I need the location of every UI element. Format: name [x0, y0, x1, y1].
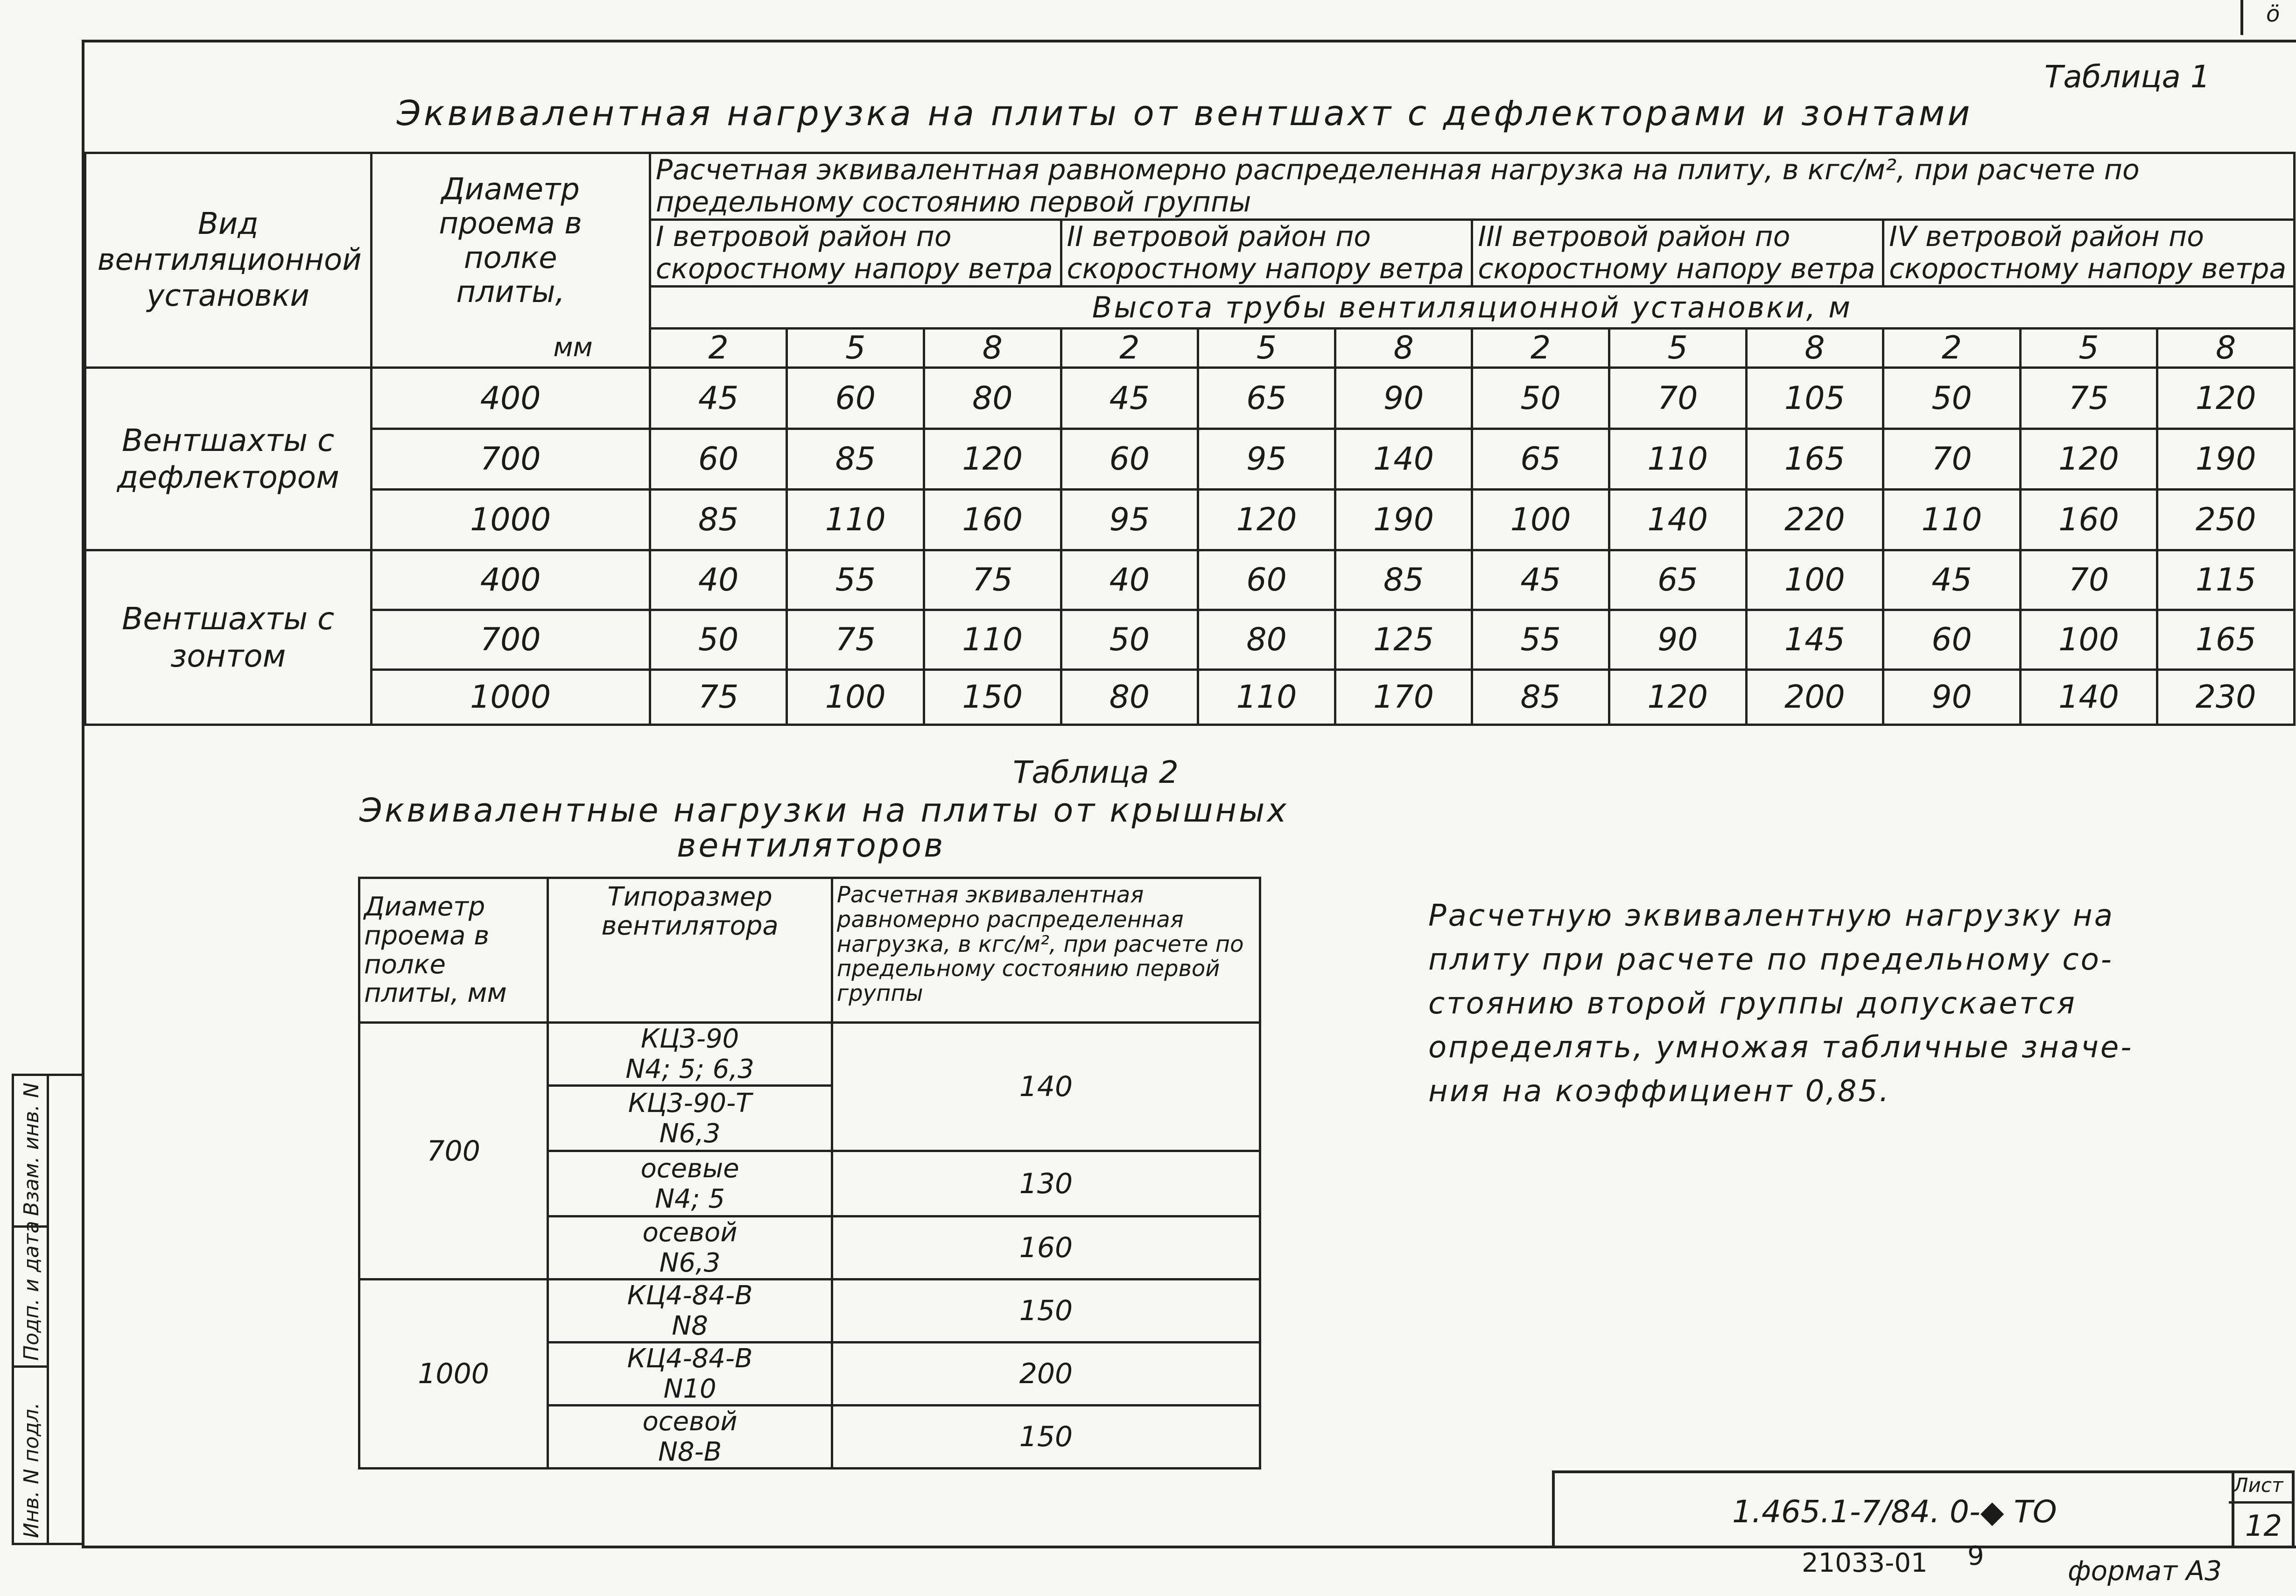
height-cell: 8: [2157, 329, 2295, 368]
wind-region-2: II ветровой район по скоростному напору ветра: [1061, 220, 1472, 287]
format-label: формат А3: [2068, 1555, 2222, 1587]
heights-row: [85, 329, 2295, 368]
value-cell: 55: [787, 550, 924, 610]
note-line: ния на коэффициент 0,85.: [1428, 1074, 1891, 1109]
note-line: плиту при расчете по предельному со-: [1428, 942, 2113, 977]
height-header: Высота трубы вентиляционной установки, м: [650, 287, 2294, 329]
height-cell: 2: [1061, 329, 1198, 368]
value-cell: 85: [1335, 550, 1472, 610]
value-cell: 120: [1198, 490, 1335, 550]
value-cell: 120: [2020, 429, 2157, 490]
value-cell: 120: [2157, 368, 2295, 429]
note-line: стоянию второй группы допускается: [1428, 986, 2077, 1021]
height-cell: 2: [1883, 329, 2021, 368]
load-header: Расчетная эквивалентная равномерно распределенная нагрузка на плиту, в кгс/м², при расчете по предельному состоянию первой группы: [650, 153, 2294, 220]
value-cell: 115: [2157, 550, 2295, 610]
t2-load-cell: 200: [832, 1343, 1260, 1406]
t2-diameter-cell: 1000: [359, 1280, 548, 1469]
t2-load-cell: 140: [832, 1023, 1260, 1151]
value-cell: 60: [1061, 429, 1198, 490]
value-cell: 50: [1472, 368, 1609, 429]
value-cell: 100: [2020, 610, 2157, 670]
height-cell: 5: [787, 329, 924, 368]
value-cell: 140: [2020, 670, 2157, 725]
sheet-divider: [2229, 1501, 2292, 1504]
value-cell: 85: [787, 429, 924, 490]
diameter-cell: 400: [371, 368, 650, 429]
t2-diameter-cell: 700: [359, 1023, 548, 1280]
height-cell: 5: [1198, 329, 1335, 368]
value-cell: 140: [1609, 490, 1746, 550]
table-row: [85, 368, 2295, 429]
value-cell: 120: [924, 429, 1061, 490]
value-cell: 125: [1335, 610, 1472, 670]
sheet-number: 12: [2245, 1509, 2282, 1543]
table-row: [85, 490, 2295, 550]
value-cell: 170: [1335, 670, 1472, 725]
corner-mark: ö: [2266, 1, 2280, 27]
t2-col-diameter: Диаметр проема в полке плиты, мм: [359, 878, 548, 1023]
t2-load-cell: 130: [832, 1151, 1260, 1216]
stamp-sheet: [2229, 1470, 2295, 1546]
value-cell: 100: [1746, 550, 1883, 610]
table2: [358, 877, 1261, 1469]
value-cell: 95: [1198, 429, 1335, 490]
side-stamp-field-inv: Инв. N подл.: [20, 1402, 43, 1538]
value-cell: 220: [1746, 490, 1883, 550]
t2-col-type: Типоразмер вентилятора: [548, 878, 832, 1023]
value-cell: 85: [650, 490, 787, 550]
side-stamp-divider: [47, 1076, 49, 1543]
table1-label: Таблица 1: [2044, 59, 2210, 95]
value-cell: 160: [2020, 490, 2157, 550]
value-cell: 100: [787, 670, 924, 725]
value-cell: 200: [1746, 670, 1883, 725]
diameter-cell: 400: [371, 550, 650, 610]
t2-load-cell: 150: [832, 1280, 1260, 1343]
table1-title: Эквивалентная нагрузка на плиты от вентшахт с дефлекторами и зонтами: [397, 93, 1973, 134]
wind-region-3: III ветровой район по скоростному напору ветра: [1472, 220, 1883, 287]
value-cell: 70: [1883, 429, 2021, 490]
t2-col-load: Расчетная эквивалентная равномерно распределенная нагрузка, в кгс/м², при расчете по предельному состоянию первой группы: [832, 878, 1260, 1023]
value-cell: 250: [2157, 490, 2295, 550]
height-cell: 5: [1609, 329, 1746, 368]
value-cell: 110: [1609, 429, 1746, 490]
side-stamp-divider: [14, 1365, 49, 1368]
t2-type-cell: осевые N4; 5: [548, 1151, 832, 1216]
value-cell: 90: [1883, 670, 2021, 725]
table-row: [359, 1023, 1260, 1086]
value-cell: 110: [1198, 670, 1335, 725]
side-stamp-field-sign: Подп. и дата: [20, 1221, 43, 1361]
copy-number: 9: [1967, 1541, 1984, 1571]
value-cell: 230: [2157, 670, 2295, 725]
value-cell: 50: [1061, 610, 1198, 670]
height-cell: 8: [1335, 329, 1472, 368]
value-cell: 75: [650, 670, 787, 725]
sheet-label: Лист: [2233, 1474, 2283, 1497]
value-cell: 60: [650, 429, 787, 490]
value-cell: 60: [787, 368, 924, 429]
value-cell: 45: [1061, 368, 1198, 429]
value-cell: 75: [2020, 368, 2157, 429]
value-cell: 65: [1609, 550, 1746, 610]
t2-type-cell: КЦ3-90 N4; 5; 6,3: [548, 1023, 832, 1086]
value-cell: 40: [650, 550, 787, 610]
group-name: Вентшахты с зонтом: [85, 550, 372, 725]
table2-title-line1: Эквивалентные нагрузки на плиты от крышных: [359, 791, 1289, 830]
height-cell: 5: [2020, 329, 2157, 368]
value-cell: 50: [1883, 368, 2021, 429]
t2-load-cell: 160: [832, 1216, 1260, 1280]
t2-type-cell: КЦ3-90-Т N6,3: [548, 1086, 832, 1151]
table2-label: Таблица 2: [1013, 754, 1179, 790]
value-cell: 80: [924, 368, 1061, 429]
value-cell: 65: [1472, 429, 1609, 490]
value-cell: 45: [1883, 550, 2021, 610]
table2-title-line2: вентиляторов: [677, 826, 946, 865]
col-type-header: Вид вентиляционной установки: [85, 153, 372, 368]
value-cell: 45: [1472, 550, 1609, 610]
note-line: определять, умножая табличные значе-: [1428, 1030, 2134, 1065]
value-cell: 80: [1061, 670, 1198, 725]
doc-code: 1.465.1-7/84. 0-◆ ТО: [1732, 1494, 2057, 1530]
value-cell: 190: [2157, 429, 2295, 490]
table-row: [85, 610, 2295, 670]
value-cell: 105: [1746, 368, 1883, 429]
wind-region-1: I ветровой район по скоростному напору ветра: [650, 220, 1061, 287]
value-cell: 95: [1061, 490, 1198, 550]
value-cell: 165: [2157, 610, 2295, 670]
value-cell: 65: [1198, 368, 1335, 429]
diameter-cell: 700: [371, 429, 650, 490]
value-cell: 50: [650, 610, 787, 670]
note: [1428, 894, 2133, 1113]
col-diameter-header: Диаметр проема в полке плиты,: [371, 153, 650, 329]
corner-tick: [2240, 0, 2243, 35]
value-cell: 150: [924, 670, 1061, 725]
table-row: [359, 1280, 1260, 1343]
value-cell: 160: [924, 490, 1061, 550]
diameter-cell: 700: [371, 610, 650, 670]
value-cell: 45: [650, 368, 787, 429]
t2-type-cell: осевой N8-В: [548, 1406, 832, 1469]
t2-type-cell: осевой N6,3: [548, 1216, 832, 1280]
t2-type-cell: КЦ4-84-В N10: [548, 1343, 832, 1406]
table1: [84, 152, 2296, 726]
height-cell: 2: [1472, 329, 1609, 368]
wind-region-4: IV ветровой район по скоростному напору ветра: [1883, 220, 2295, 287]
value-cell: 40: [1061, 550, 1198, 610]
diameter-cell: 1000: [371, 490, 650, 550]
value-cell: 75: [924, 550, 1061, 610]
value-cell: 60: [1198, 550, 1335, 610]
order-number: 21033-01: [1802, 1548, 1928, 1578]
t2-type-cell: КЦ4-84-В N8: [548, 1280, 832, 1343]
value-cell: 120: [1609, 670, 1746, 725]
diameter-cell: 1000: [371, 670, 650, 725]
height-cell: 2: [650, 329, 787, 368]
table-row: [85, 670, 2295, 725]
note-line: Расчетную эквивалентную нагрузку на: [1428, 899, 2114, 933]
side-stamp-field-replace: Взам. инв. N: [20, 1083, 43, 1216]
value-cell: 145: [1746, 610, 1883, 670]
value-cell: 90: [1335, 368, 1472, 429]
value-cell: 80: [1198, 610, 1335, 670]
table-row: [85, 550, 2295, 610]
value-cell: 140: [1335, 429, 1472, 490]
value-cell: 60: [1883, 610, 2021, 670]
table-row: [85, 429, 2295, 490]
value-cell: 190: [1335, 490, 1472, 550]
value-cell: 110: [787, 490, 924, 550]
value-cell: 70: [2020, 550, 2157, 610]
value-cell: 75: [787, 610, 924, 670]
stamp-main: [1552, 1470, 2234, 1546]
height-cell: 8: [1746, 329, 1883, 368]
value-cell: 165: [1746, 429, 1883, 490]
value-cell: 100: [1472, 490, 1609, 550]
height-cell: 8: [924, 329, 1061, 368]
value-cell: 55: [1472, 610, 1609, 670]
side-stamp: [12, 1074, 84, 1545]
value-cell: 70: [1609, 368, 1746, 429]
group-name: Вентшахты с дефлектором: [85, 368, 372, 550]
value-cell: 85: [1472, 670, 1609, 725]
diameter-unit: мм: [371, 329, 650, 368]
value-cell: 110: [924, 610, 1061, 670]
t2-load-cell: 150: [832, 1406, 1260, 1469]
value-cell: 110: [1883, 490, 2021, 550]
value-cell: 90: [1609, 610, 1746, 670]
